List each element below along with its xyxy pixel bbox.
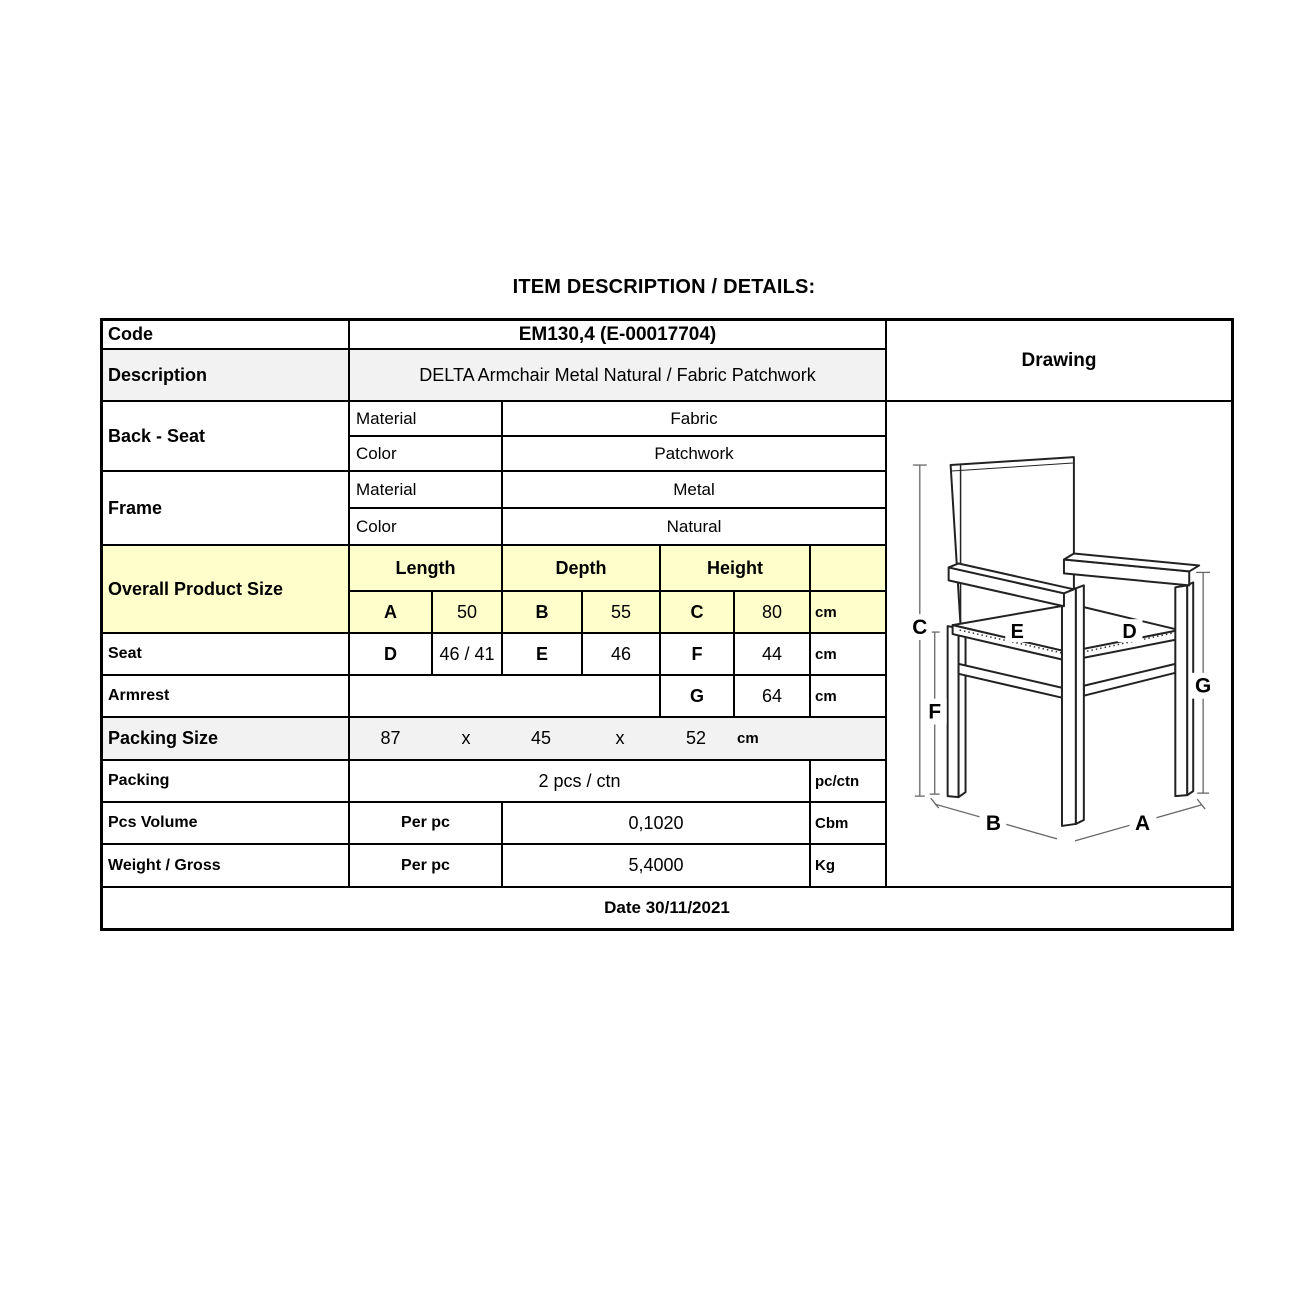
length-header: Length [350,546,503,592]
chair-drawing [887,402,1229,886]
chair-front-left-leg [1062,588,1076,826]
packing-size-label: Packing Size [103,718,350,761]
height-header: Height [661,546,811,592]
packing-unit: pc/ctn [811,761,887,803]
label-b: B [985,811,1001,835]
dim-b-value: 55 [583,592,661,634]
label-a: A [1134,811,1151,835]
dim-e-key: E [503,634,583,676]
packing-size-unit: cm [737,730,759,747]
drawing-area [887,402,1231,888]
overall-size-unit: cm [811,592,887,634]
dim-g-key: G [661,676,735,718]
packing-label: Packing [103,761,350,803]
seat-label: Seat [103,634,350,676]
dim-c-key: C [661,592,735,634]
label-d: D [1122,621,1137,644]
pcs-volume-label: Pcs Volume [103,803,350,845]
chair-right-rail [1084,664,1175,696]
description-value: DELTA Armchair Metal Natural / Fabric Patchwork [350,350,887,402]
dim-f-key: F [661,634,735,676]
label-g: G [1195,674,1212,698]
dim-e-value: 46 [583,634,661,676]
depth-header: Depth [503,546,661,592]
back-seat-material-label: Material [350,402,503,437]
spec-table [100,318,1234,931]
dim-d-key: D [350,634,433,676]
packing-size-values [350,718,887,761]
packing-size-v3: 52 [685,728,707,748]
seat-unit: cm [811,634,887,676]
unit-header-blank [811,546,887,592]
weight-gross-unit: Kg [811,845,887,888]
overall-size-label: Overall Product Size [103,546,350,634]
code-value: EM130,4 (E-00017704) [350,321,887,350]
weight-gross-label: Weight / Gross [103,845,350,888]
packing-size-v2: 45 [530,728,552,748]
back-seat-color-label: Color [350,437,503,472]
armrest-unit: cm [811,676,887,718]
dim-a-key: A [350,592,433,634]
frame-color-label: Color [350,509,503,546]
frame-label: Frame [103,472,350,546]
label-e: E [1010,621,1024,644]
chair-back-left-leg [948,626,959,797]
back-seat-color-value: Patchwork [503,437,887,472]
label-f: F [928,700,942,724]
back-seat-material-value: Fabric [503,402,887,437]
armrest-label: Armrest [103,676,350,718]
packing-size-v1: 87 [380,728,401,748]
chair-left-rail [959,664,1062,698]
pcs-volume-unit: Cbm [811,803,887,845]
armrest-blank [350,676,661,718]
pcs-volume-per: Per pc [350,803,503,845]
description-label: Description [103,350,350,402]
dim-b-key: B [503,592,583,634]
label-c: C [912,616,928,640]
code-label: Code [103,321,350,350]
packing-value: 2 pcs / ctn [350,761,811,803]
back-seat-label: Back - Seat [103,402,350,472]
chair-front-right-leg [1175,585,1187,796]
dim-a-value: 50 [433,592,503,634]
page-title: ITEM DESCRIPTION / DETAILS: [512,276,816,298]
frame-material-label: Material [350,472,503,509]
frame-color-value: Natural [503,509,887,546]
dim-g-value: 64 [735,676,811,718]
pcs-volume-value: 0,1020 [503,803,811,845]
packing-size-x2: x [615,728,625,748]
packing-size-x1: x [461,728,471,748]
weight-gross-per: Per pc [350,845,503,888]
dim-d-value: 46 / 41 [433,634,503,676]
frame-material-value: Metal [503,472,887,509]
drawing-header: Drawing [887,321,1231,402]
dim-c-value: 80 [735,592,811,634]
date-row: Date 30/11/2021 [604,898,730,917]
dim-f-value: 44 [735,634,811,676]
weight-gross-value: 5,4000 [503,845,811,888]
